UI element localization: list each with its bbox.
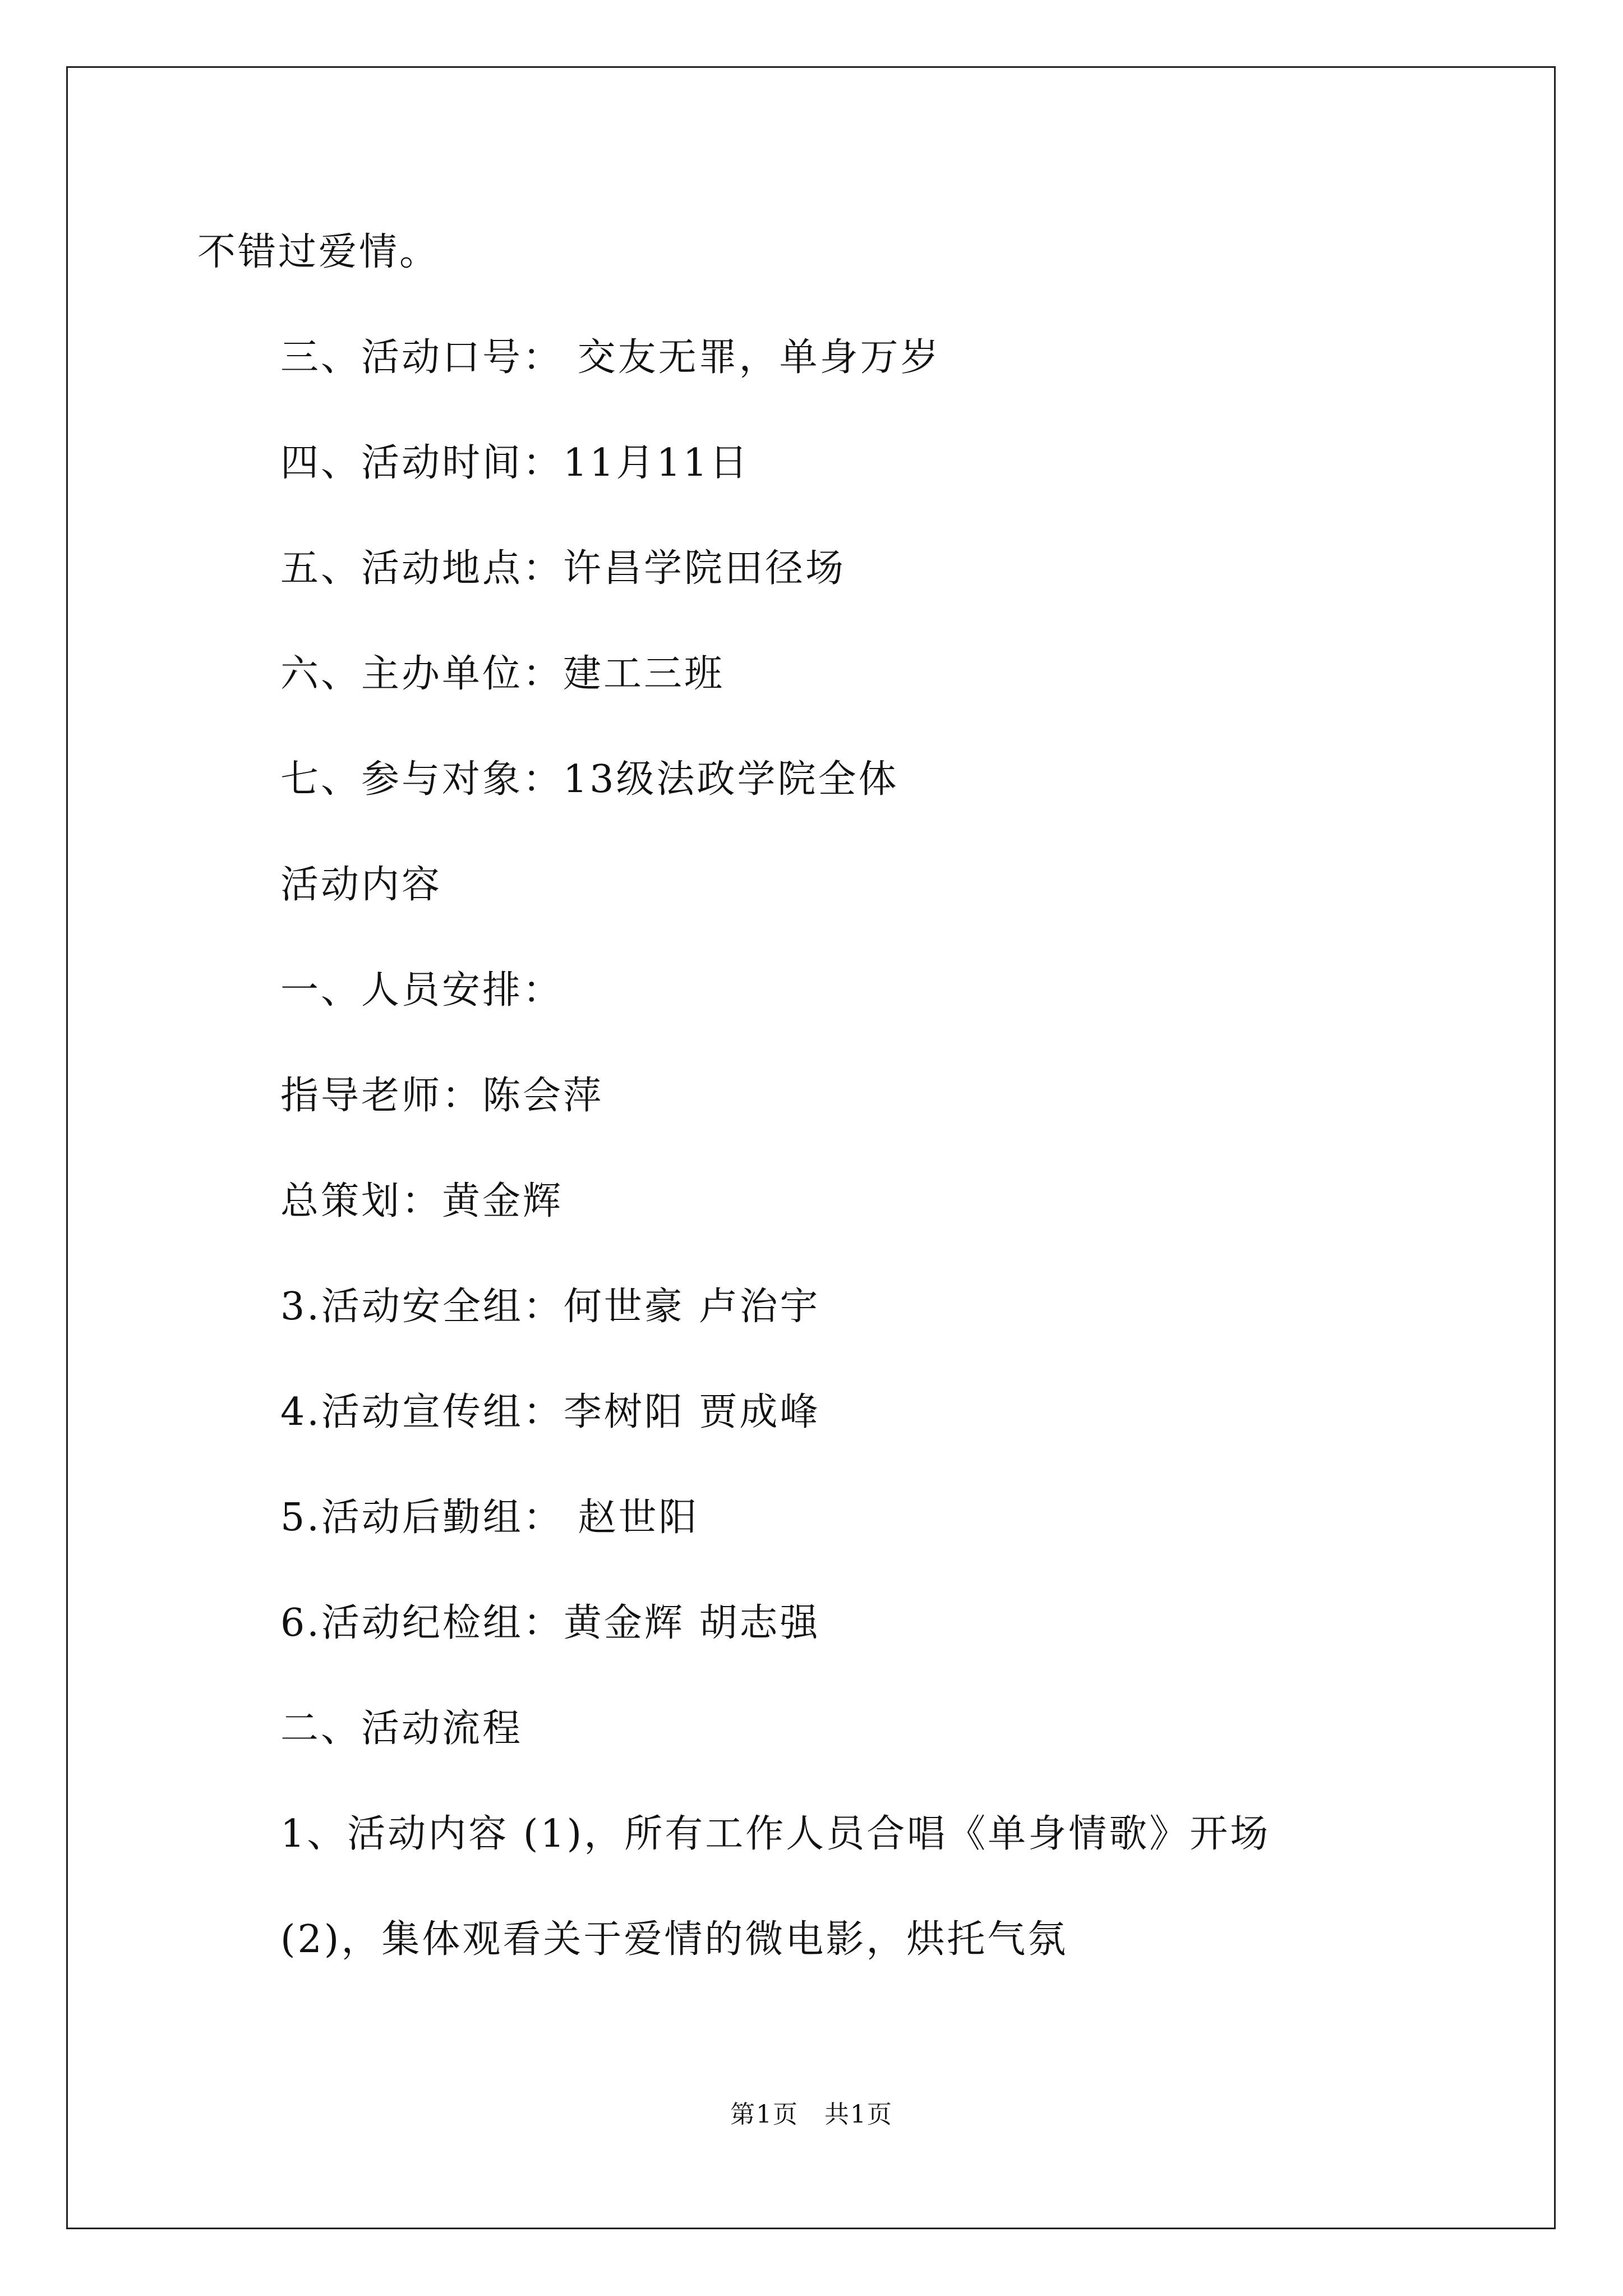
text-line-12: 4.活动宣传组：李树阳 贾成峰: [280, 1390, 820, 1434]
text-line-15: 二、活动流程: [280, 1706, 523, 1751]
text-line-9: 指导老师：陈会萍: [280, 1074, 604, 1118]
text-line-10: 总策划：黄金辉: [280, 1179, 564, 1223]
text-line-3: 四、活动时间：11月11日: [280, 441, 750, 485]
text-line-8: 一、人员安排：: [280, 968, 564, 1013]
text-line-13: 5.活动后勤组： 赵世阳: [280, 1496, 699, 1540]
section-heading: 活动内容: [280, 863, 442, 907]
text-line-5: 六、主办单位：建工三班: [280, 652, 725, 696]
page-border: [66, 66, 1556, 2229]
text-line-14: 6.活动纪检组：黄金辉 胡志强: [280, 1601, 820, 1645]
page-footer: 第1页 共1页: [730, 2100, 893, 2129]
text-line-17: (2)，集体观看关于爱情的微电影，烘托气氛: [280, 1917, 1068, 1962]
text-line-16: 1、活动内容 (1)，所有工作人员合唱《单身情歌》开场: [280, 1812, 1271, 1856]
text-line-6: 七、参与对象：13级法政学院全体: [280, 757, 899, 802]
text-line-1: 不错过爱情。: [197, 230, 440, 274]
text-line-4: 五、活动地点：许昌学院田径场: [280, 546, 846, 591]
text-line-2: 三、活动口号： 交友无罪，单身万岁: [280, 335, 941, 380]
text-line-11: 3.活动安全组：何世豪 卢治宇: [280, 1285, 820, 1329]
